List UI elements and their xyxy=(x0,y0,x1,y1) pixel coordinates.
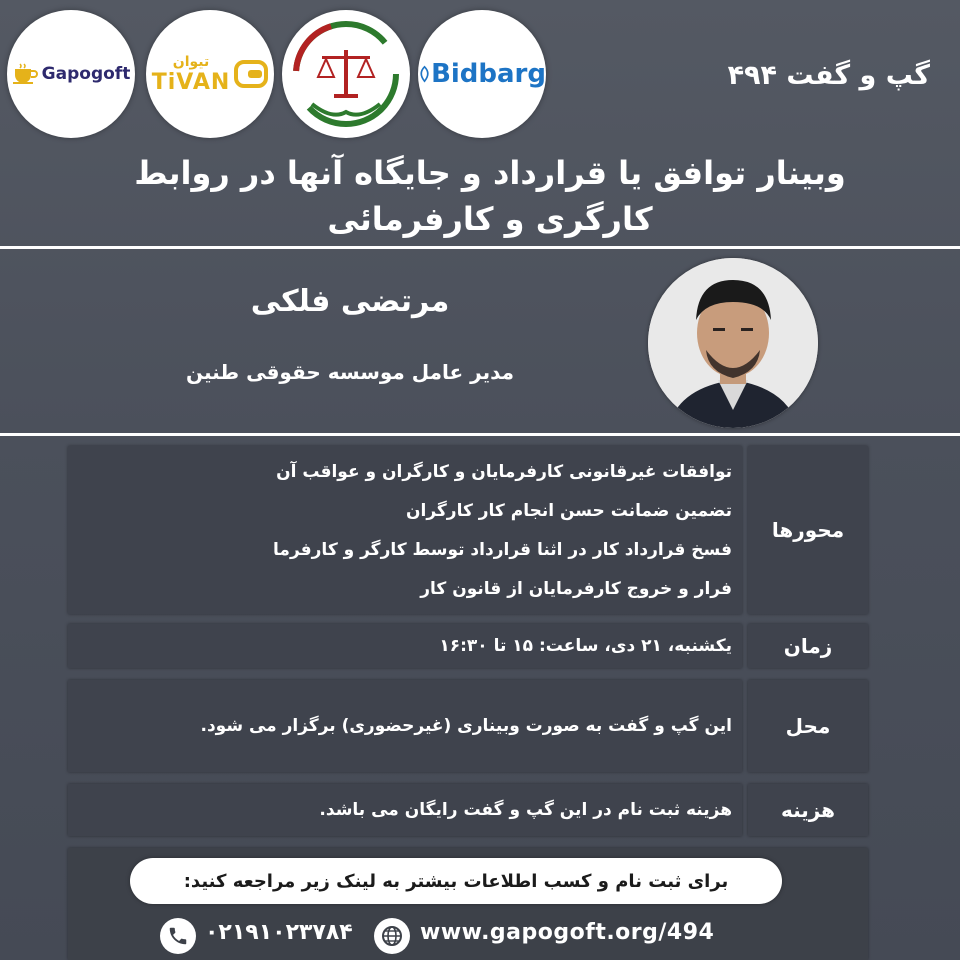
webinar-title xyxy=(120,150,860,242)
phone-icon xyxy=(160,918,196,954)
tivan-logo-text: TiVAN xyxy=(151,69,231,95)
place-row xyxy=(68,680,868,772)
time-value xyxy=(68,624,742,668)
law-institute-seal-logo xyxy=(282,10,410,138)
place-label: محل xyxy=(748,680,868,772)
topic-item: فرار و خروج کارفرمایان از قانون کار xyxy=(420,578,732,599)
phone-number[interactable]: ۰۲۱۹۱۰۲۳۷۸۴ xyxy=(205,920,353,945)
time-value-text: یکشنبه، ۲۱ دی، ساعت: ۱۵ تا ۱۶:۳۰ xyxy=(439,636,732,656)
gapogoft-logo-text: Gapogoft xyxy=(41,64,131,84)
speaker-photo-icon xyxy=(648,258,818,428)
topics-label: محورها xyxy=(748,446,868,614)
topic-item: توافقات غیرقانونی کارفرمایان و کارگران و عواقب آن xyxy=(276,461,732,482)
session-title: گپ و گفت ۴۹۴ xyxy=(727,60,930,91)
divider-top xyxy=(0,246,960,249)
globe-icon xyxy=(374,918,410,954)
cup-icon xyxy=(12,63,38,85)
topic-item: فسخ قرارداد کار در اثنا قرارداد توسط کارگر و کارفرما xyxy=(273,539,732,560)
topic-item: تضمین ضمانت حسن انجام کار کارگران xyxy=(405,500,732,521)
bidbarg-logo xyxy=(418,10,546,138)
cost-value xyxy=(68,784,742,836)
bidbarg-logo-text: Bidbarg xyxy=(431,59,546,89)
tivan-logo xyxy=(146,10,274,138)
cost-row xyxy=(68,784,868,836)
speaker-name: مرتضی فلکی xyxy=(250,284,450,319)
registration-cta: برای ثبت نام و کسب اطلاعات بیشتر به لینک زیر مراجعه کنید: xyxy=(130,858,782,904)
topics-list xyxy=(68,446,742,614)
website-link[interactable]: www.gapogoft.org/494 xyxy=(420,920,715,945)
tivan-mark-icon xyxy=(234,60,268,88)
webinar-title-line2: کارگری و کارفرمائی xyxy=(327,200,653,238)
cost-label: هزینه xyxy=(748,784,868,836)
webinar-title-line1: وبینار توافق یا قرارداد و جایگاه آنها در روابط xyxy=(134,154,846,192)
leaf-icon xyxy=(418,61,431,87)
speaker-avatar xyxy=(648,258,818,428)
tivan-logo-fa: تیوان xyxy=(172,53,210,70)
scales-of-justice-icon xyxy=(282,10,410,138)
topics-row xyxy=(68,446,868,614)
speaker-role: مدیر عامل موسسه حقوقی طنین xyxy=(185,360,515,384)
gapogoft-logo xyxy=(7,10,135,138)
place-value-text: این گپ و گفت به صورت وبیناری (غیرحضوری) برگزار می شود. xyxy=(200,716,732,736)
time-row xyxy=(68,624,868,668)
cost-value-text: هزینه ثبت نام در این گپ و گفت رایگان می باشد. xyxy=(319,800,732,820)
time-label: زمان xyxy=(748,624,868,668)
place-value xyxy=(68,680,742,772)
divider-bottom xyxy=(0,433,960,436)
